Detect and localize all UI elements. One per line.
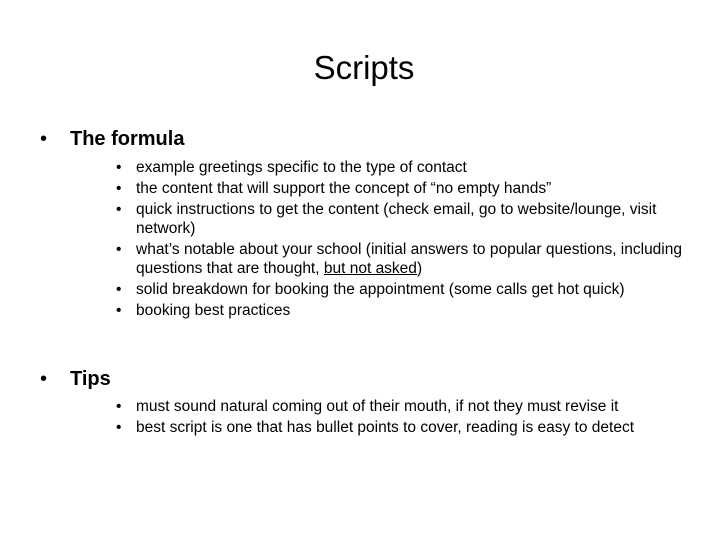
list-item: • must sound natural coming out of their mouth, if not they must revise it [116,398,619,415]
bullet-icon: • [116,302,122,319]
section-tips [40,366,111,392]
slide-title: Scripts [313,49,415,86]
underlined-text: but not asked [323,260,417,277]
section-formula [40,126,184,152]
tips-list [114,397,714,439]
bullet-icon: • [116,159,122,176]
list-item: • best script is one that has bullet points to cover, reading is easy to detect [116,419,635,436]
list-item: • the content that will support the concept of “no empty hands” [116,180,552,197]
bullet-icon: • [40,128,48,150]
bullet-icon: • [116,419,122,436]
list-item: • what’s notable about your school (initial answers to popular questions, including questions that are thought, but not asked) [116,241,682,277]
list-item: • example greetings specific to the type of contact [116,159,467,176]
bullet-icon: • [40,368,48,390]
section-heading: • The formula [40,128,185,150]
bullet-icon: • [116,398,122,415]
list-item: • booking best practices [116,302,291,319]
bullet-icon: • [116,241,122,258]
list-item: • solid breakdown for booking the appointment (some calls get hot quick) [116,281,625,298]
bullet-icon: • [116,180,122,197]
bullet-icon: • [116,201,122,218]
section-heading: • Tips [40,368,111,390]
list-item: • quick instructions to get the content (check email, go to website/lounge, visit network) [116,201,657,237]
formula-list [114,158,714,322]
bullet-icon: • [116,281,122,298]
